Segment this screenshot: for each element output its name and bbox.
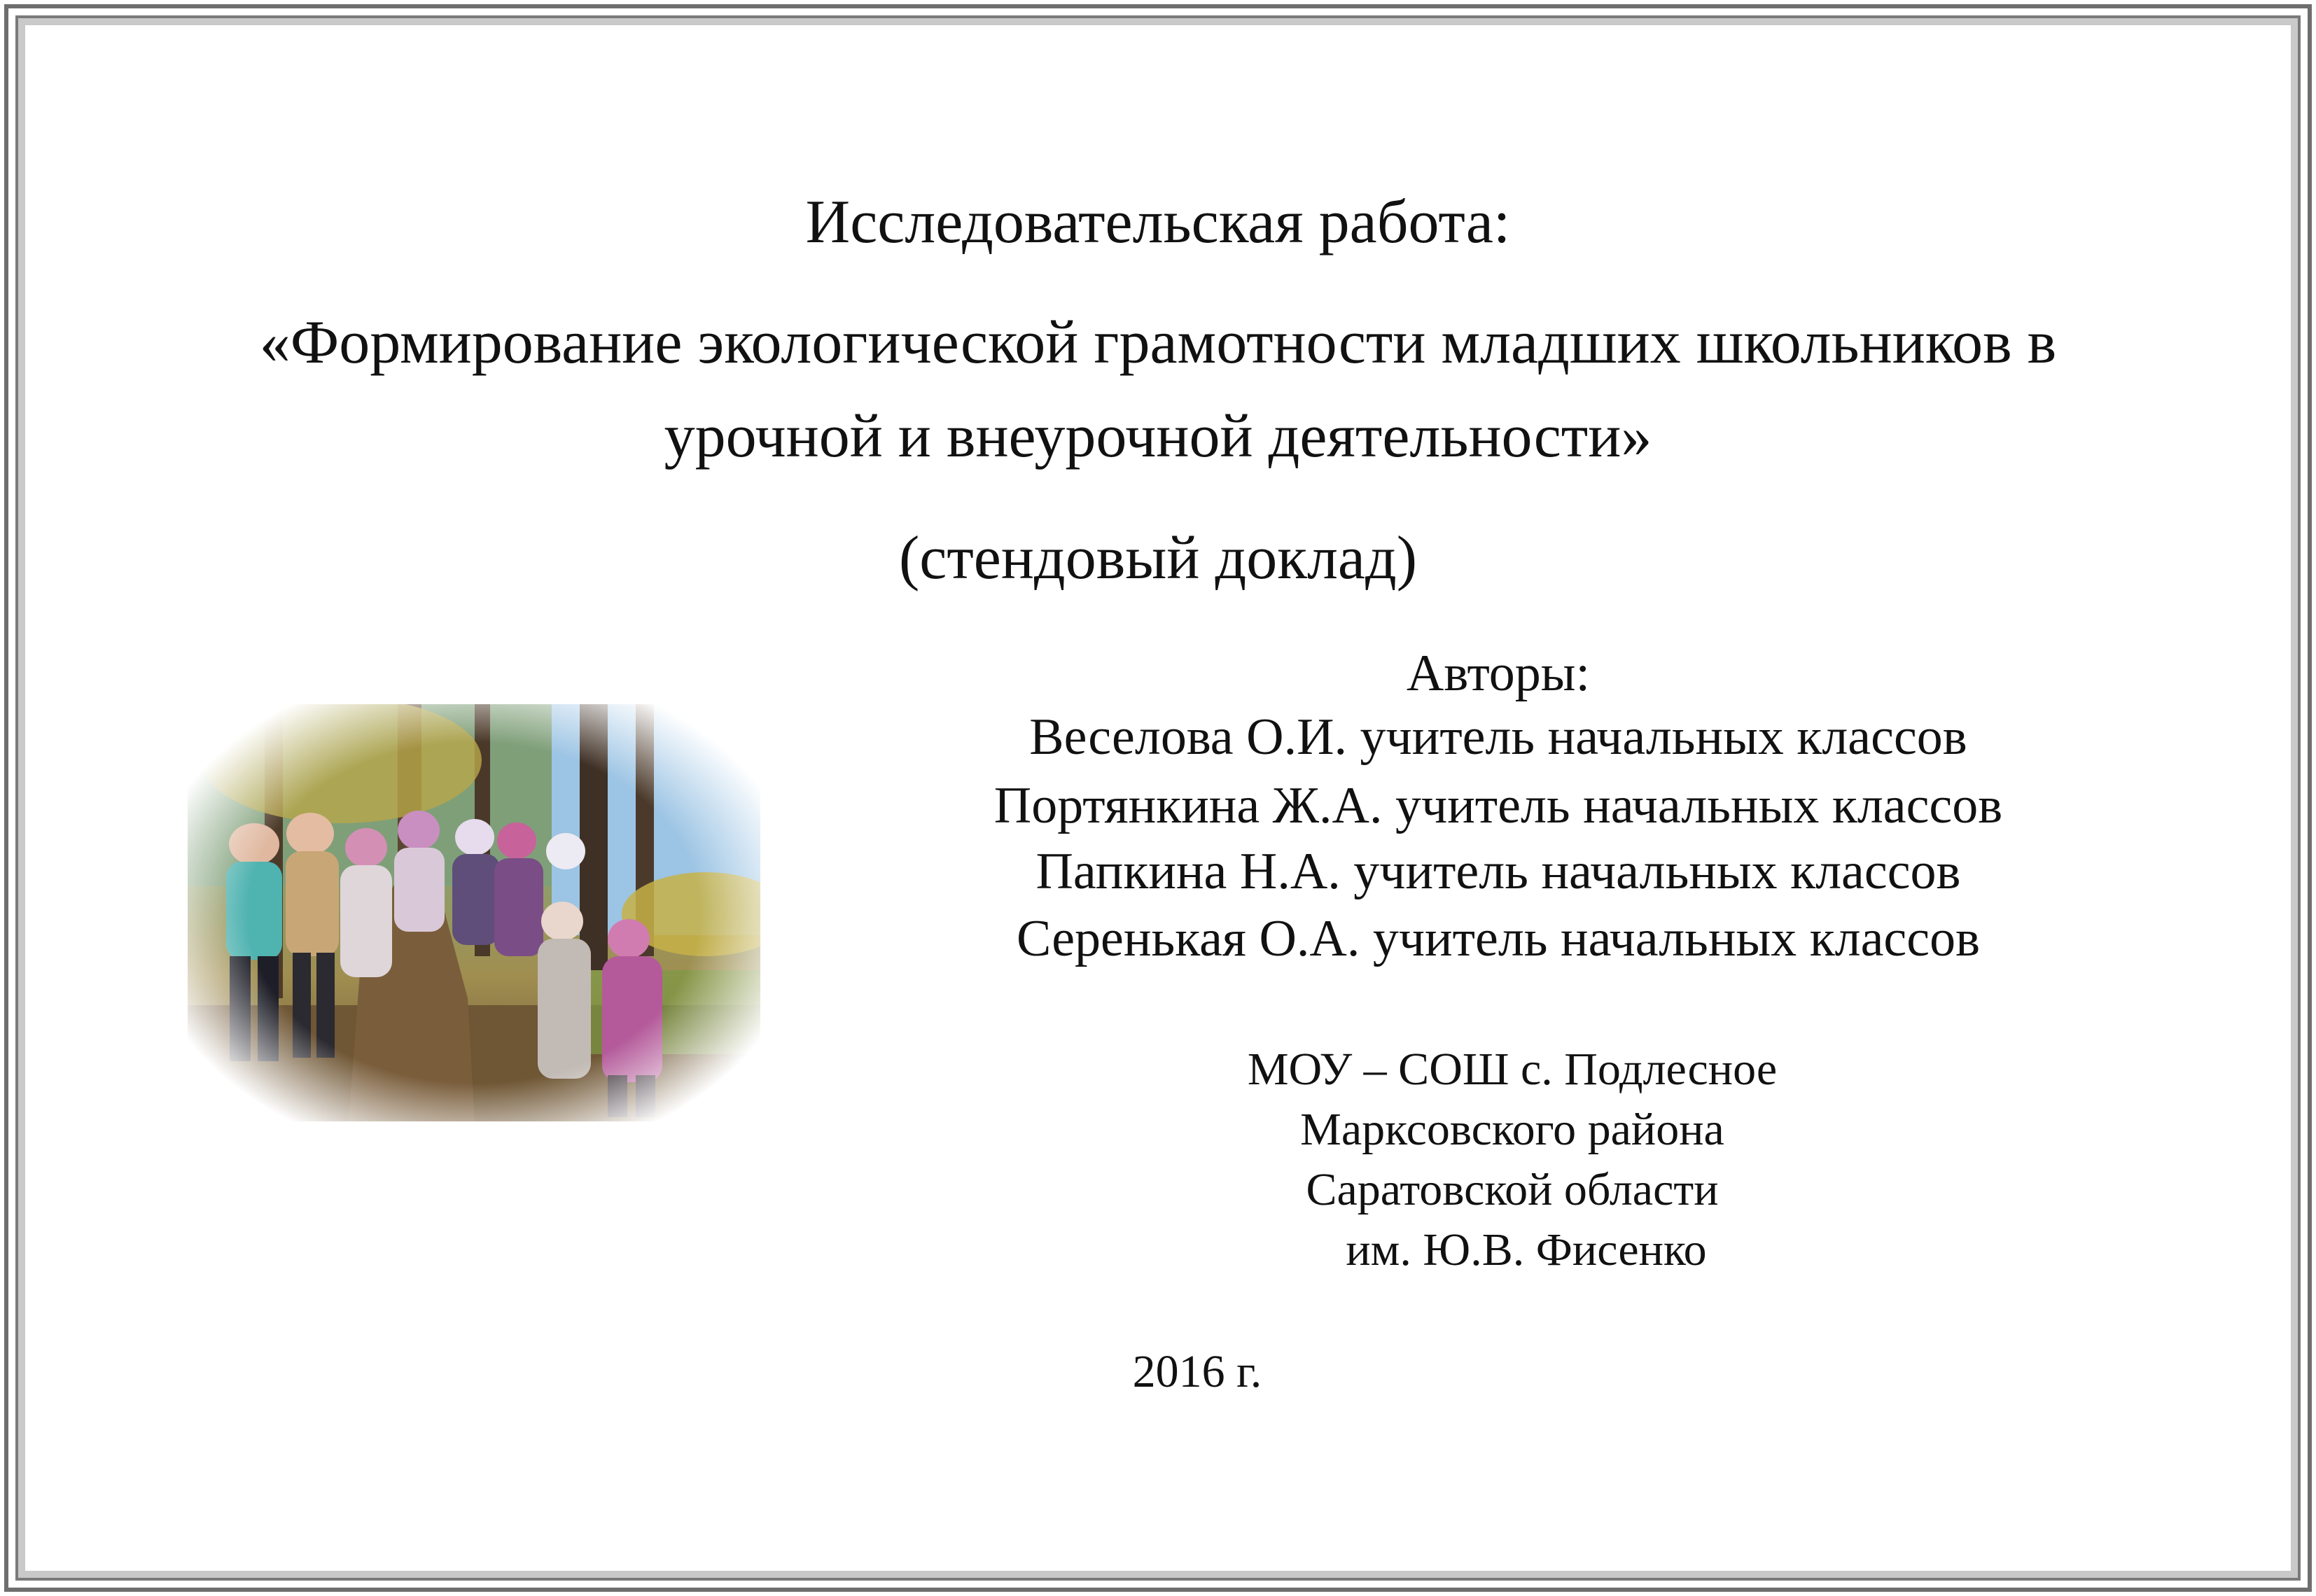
title-line-1: Исследовательская работа:	[805, 188, 1511, 256]
school-line-3: Саратовской области	[1306, 1164, 1719, 1215]
group-photo-drawing	[188, 704, 760, 1121]
author-3: Папкина Н.А. учитель начальных классов	[1035, 843, 1961, 900]
title-line-2: «Формирование экологической грамотности младших школьников в	[259, 309, 2057, 377]
school-line-1: МОУ – СОШ с. Подлесное	[1247, 1044, 1778, 1095]
year: 2016 г.	[1132, 1346, 1262, 1397]
school-line-2: Марксовского района	[1300, 1104, 1724, 1155]
author-4: Серенькая О.А. учитель начальных классов	[1016, 910, 1981, 967]
group-photo	[188, 704, 760, 1121]
author-1: Веселова О.И. учитель начальных классов	[1029, 708, 1967, 766]
school-line-4: им. Ю.В. Фисенко	[1346, 1224, 1707, 1275]
authors-heading: Авторы:	[1406, 645, 1591, 702]
title-line-3: урочной и внеурочной деятельности»	[664, 402, 1652, 470]
title-line-4: (стендовый доклад)	[898, 524, 1418, 592]
author-2: Портянкина Ж.А. учитель начальных классов	[993, 777, 2003, 834]
